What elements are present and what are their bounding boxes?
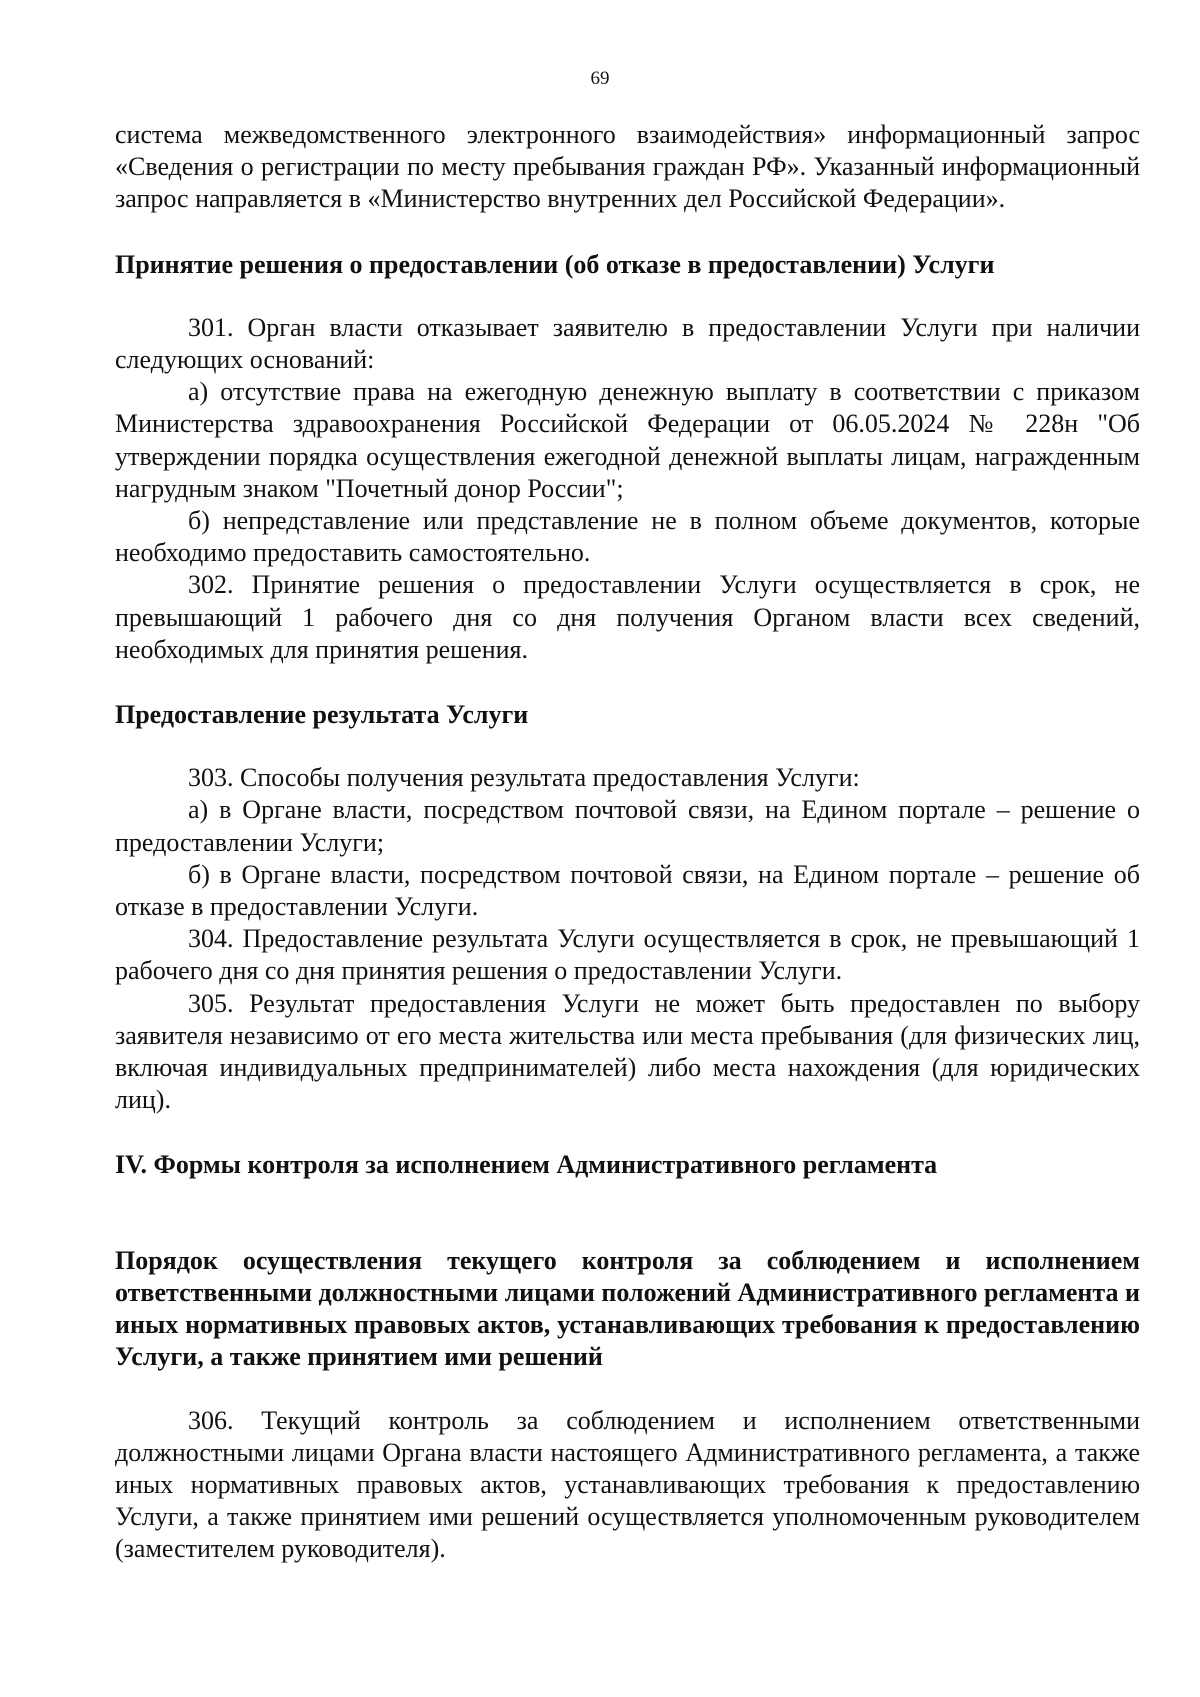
paragraph-302: 302. Принятие решения о предоставлении Услуги осуществляется в срок, не превышающий 1 рабочего дня со дня получения Органом власти всех сведений, необходимых для принятия решения. <box>115 570 1140 664</box>
heading-section-iv: IV. Формы контроля за исполнением Административного регламента <box>115 1150 938 1180</box>
heading-current-control: Порядок осуществления текущего контроля за соблюдением и исполнением ответственными должностными лицами положений Административного регламента и иных нормативных правовых актов, устанавливающих требования к предоставлению Услуги, а также принятием ими решений <box>115 1245 1140 1372</box>
paragraph-303-a: а) в Органе власти, посредством почтовой связи, на Едином портале – решение о предоставлении Услуги; <box>115 795 1140 857</box>
paragraph-303-b: б) в Органе власти, посредством почтовой связи, на Едином портале – решение об отказе в предоставлении Услуги. <box>115 859 1140 922</box>
page-number: 69 <box>590 68 610 89</box>
heading-decision: Принятие решения о предоставлении (об отказе в предоставлении) Услуги <box>115 249 995 279</box>
paragraph-intro: система межведомственного электронного взаимодействия» информационный запрос «Сведения о регистрации по месту пребывания граждан РФ». Указанный информационный запрос направляется в «Министерство внутренних дел Российской Федерации». <box>115 120 1140 214</box>
paragraph-303: 303. Способы получения результата предоставления Услуги: <box>188 763 860 793</box>
paragraph-301-b: б) непредставление или представление не в полном объеме документов, которые необходимо предоставить самостоятельно. <box>115 506 1140 568</box>
paragraph-305: 305. Результат предоставления Услуги не может быть предоставлен по выбору заявителя независимо от его места жительства или места пребывания (для физических лиц, включая индивидуальных предпринимателей) либо места нахождения (для юридических лиц). <box>115 988 1140 1115</box>
heading-result: Предоставление результата Услуги <box>115 700 529 730</box>
paragraph-301-a: а) отсутствие права на ежегодную денежную выплату в соответствии с приказом Министерства здравоохранения Российской Федерации от 06.05.2024 № 228н "Об утверждении порядка осуществления ежегодной денежной выплаты лицам, награжденным нагрудным знаком "Почетный донор России"; <box>115 377 1140 503</box>
document-body <box>115 119 1140 1566</box>
paragraph-306: 306. Текущий контроль за соблюдением и исполнением ответственными должностными лицами Органа власти настоящего Административного регламента, а также иных нормативных правовых актов, устанавливающих требования к предоставлению Услуги, а также принятием ими решений осуществляется уполномоченным руководителем (заместителем руководителя). <box>115 1405 1140 1564</box>
paragraph-301: 301. Орган власти отказывает заявителю в предоставлении Услуги при наличии следующих оснований: <box>115 312 1140 375</box>
paragraph-304: 304. Предоставление результата Услуги осуществляется в срок, не превышающий 1 рабочего дня со дня принятия решения о предоставлении Услуги. <box>115 924 1140 986</box>
